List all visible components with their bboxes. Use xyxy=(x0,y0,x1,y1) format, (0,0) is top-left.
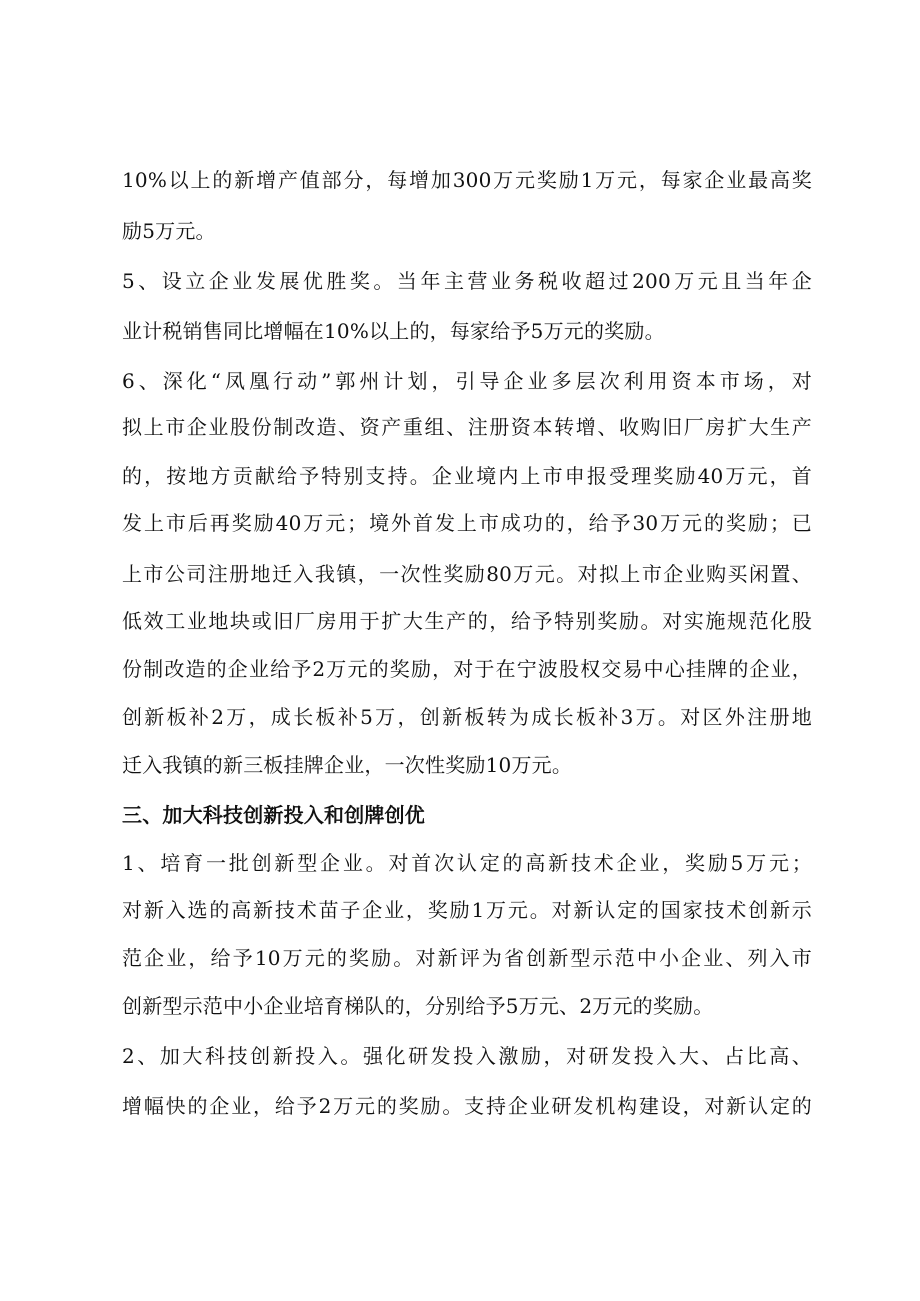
paragraph-line: 对新入选的高新技术苗子企业，奖励1万元。对新认定的国家技术创新示 xyxy=(122,898,812,922)
paragraph-line: 创新型示范中小企业培育梯队的，分别给予5万元、2万元的奖励。 xyxy=(122,994,714,1018)
section-heading: 三、加大科技创新投入和创牌创优 xyxy=(122,803,425,827)
paragraph-line: 增幅快的企业，给予2万元的奖励。支持企业研发机构建设，对新认定的 xyxy=(122,1094,812,1118)
paragraph-line: 10%以上的新增产值部分，每增加300万元奖励1万元，每家企业最高奖 xyxy=(122,168,812,192)
paragraph-line: 创新板补2万，成长板补5万，创新板转为成长板补3万。对区外注册地 xyxy=(122,705,812,729)
paragraph-line: 低效工业地块或旧厂房用于扩大生产的，给予特别奖励。对实施规范化股 xyxy=(122,609,812,633)
paragraph-line: 迁入我镇的新三板挂牌企业，一次性奖励10万元。 xyxy=(122,753,573,777)
paragraph-line: 的，按地方贡献给予特别支持。企业境内上市申报受理奖励40万元，首 xyxy=(122,464,812,488)
paragraph-line: 发上市后再奖励40万元；境外首发上市成功的，给予30万元的奖励；已 xyxy=(122,511,812,535)
paragraph-line: 1、培育一批创新型企业。对首次认定的高新技术企业，奖励5万元； xyxy=(122,851,812,875)
paragraph-line: 拟上市企业股份制改造、资产重组、注册资本转增、收购旧厂房扩大生产 xyxy=(122,415,812,439)
paragraph-line: 份制改造的企业给予2万元的奖励，对于在宁波股权交易中心挂牌的企业， xyxy=(122,657,812,681)
paragraph-line: 励5万元。 xyxy=(122,219,216,243)
paragraph-line: 业计税销售同比增幅在10%以上的，每家给予5万元的奖励。 xyxy=(122,319,665,343)
paragraph-line: 5、设立企业发展优胜奖。当年主营业务税收超过200万元且当年企 xyxy=(122,269,812,293)
paragraph-line: 上市公司注册地迁入我镇，一次性奖励80万元。对拟上市企业购买闲置、 xyxy=(122,562,812,586)
paragraph-line: 6、深化“凤凰行动”郭州计划，引导企业多层次利用资本市场，对 xyxy=(122,369,812,393)
paragraph-line: 2、加大科技创新投入。强化研发投入激励，对研发投入大、占比高、 xyxy=(122,1044,812,1068)
paragraph-line: 范企业，给予10万元的奖励。对新评为省创新型示范中小企业、列入市 xyxy=(122,946,812,970)
